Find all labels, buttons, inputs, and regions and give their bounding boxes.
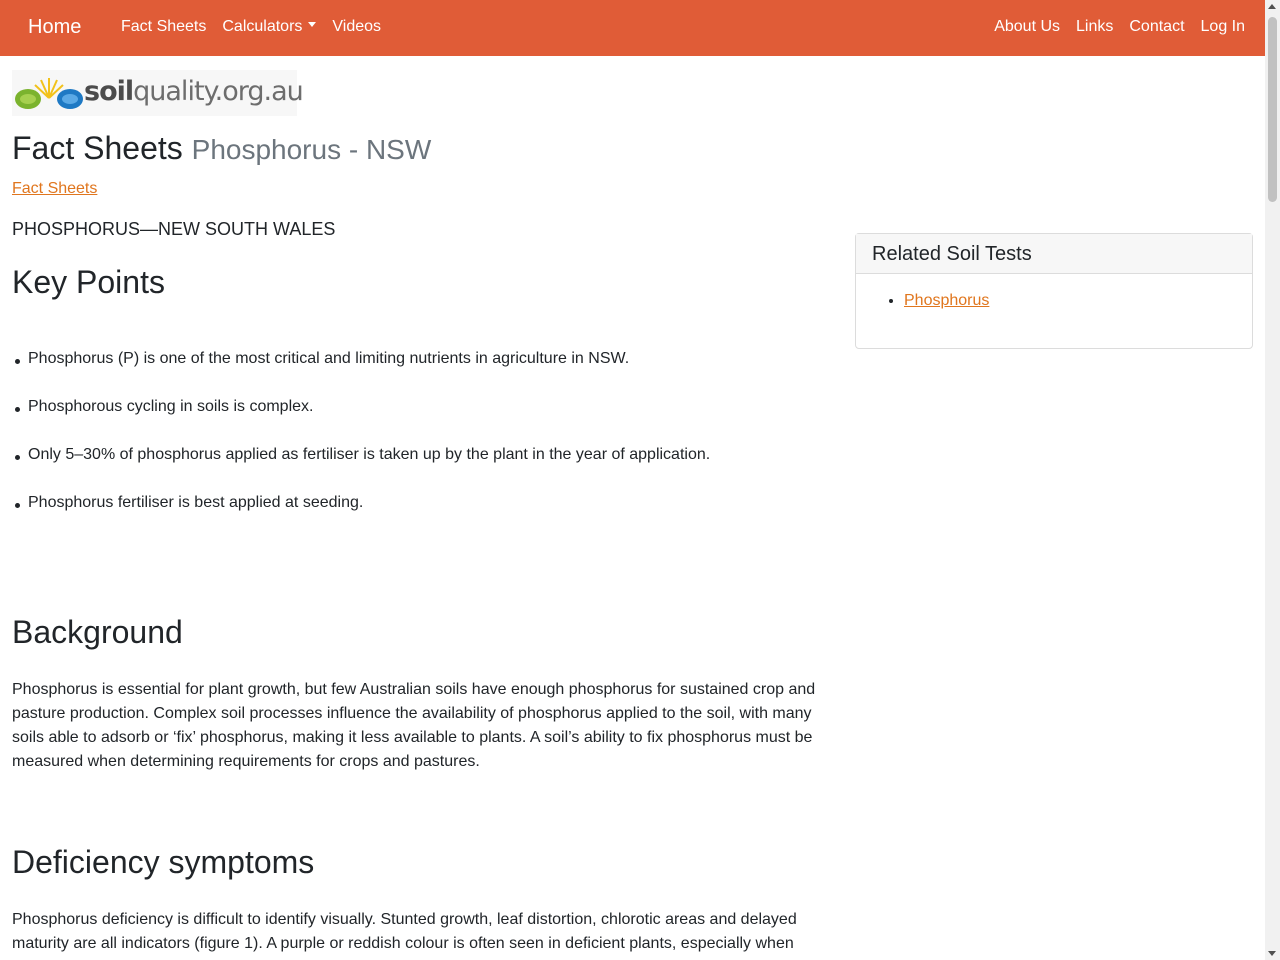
link-phosphorus[interactable]: Phosphorus: [904, 292, 990, 309]
page-subtitle: Phosphorus - NSW: [191, 134, 432, 165]
home-link[interactable]: Home: [28, 16, 82, 38]
list-item: Phosphorus fertiliser is best applied at seeding.: [12, 494, 710, 542]
logo-wordmark: soilquality.org.au: [84, 76, 303, 107]
top-navbar: [0, 0, 1265, 56]
site-logo[interactable]: [12, 70, 303, 116]
page-title: Fact Sheets Phosphorus - NSW: [12, 130, 432, 166]
nav-links[interactable]: Links: [1076, 18, 1114, 35]
scroll-up-arrow-icon[interactable]: [1268, 4, 1276, 9]
nav-fact-sheets[interactable]: Fact Sheets: [121, 18, 207, 35]
list-item: Phosphorous cycling in soils is complex.: [12, 398, 710, 446]
vertical-scrollbar[interactable]: [1265, 0, 1280, 960]
background-paragraph: Phosphorus is essential for plant growth, but few Australian soils have enough phosphorus for sustained crop and pasture production. Complex soil processes influence the availability of phosphorus applied to the soil, with many soils able to adsorb or ‘fix’ phosphorus, making it less available to plants. A soil’s ability to fix phosphorus must be measured when determining requirements for crops and pastures.: [12, 681, 816, 770]
caret-down-icon: [308, 22, 316, 27]
nav-about-us[interactable]: About Us: [994, 18, 1061, 35]
nav-left: [121, 18, 397, 36]
sun-logo-icon: [14, 76, 84, 112]
list-item: Only 5–30% of phosphorus applied as fertiliser is taken up by the plant in the year of application.: [12, 446, 710, 494]
list-item: Phosphorus (P) is one of the most critical and limiting nutrients in agriculture in NSW.: [12, 350, 710, 398]
key-points-heading: Key Points: [12, 264, 165, 300]
breadcrumb-fact-sheets[interactable]: Fact Sheets: [12, 180, 98, 197]
card-title: Related Soil Tests: [856, 234, 1252, 274]
nav-calculators-dropdown[interactable]: [222, 18, 316, 36]
nav-calculators-label: Calculators: [222, 18, 303, 35]
nav-log-in[interactable]: Log In: [1200, 18, 1245, 35]
nav-contact[interactable]: Contact: [1129, 18, 1185, 35]
background-heading: Background: [12, 614, 183, 650]
document-heading: PHOSPHORUS—NEW SOUTH WALES: [12, 219, 336, 239]
related-soil-tests-card: [855, 233, 1253, 349]
card-body: [856, 292, 1252, 310]
deficiency-heading: Deficiency symptoms: [12, 844, 315, 880]
key-points-list: [12, 350, 710, 542]
nav-videos[interactable]: Videos: [332, 18, 382, 35]
deficiency-paragraph: Phosphorus deficiency is difficult to identify visually. Stunted growth, leaf distortion, chlorotic areas and delayed maturity are all indicators (figure 1). A purple or reddish colour is often seen in deficient plants, especially when: [12, 911, 797, 952]
nav-right: [978, 18, 1245, 36]
scroll-down-arrow-icon[interactable]: [1268, 951, 1276, 956]
scrollbar-thumb[interactable]: [1268, 17, 1277, 202]
